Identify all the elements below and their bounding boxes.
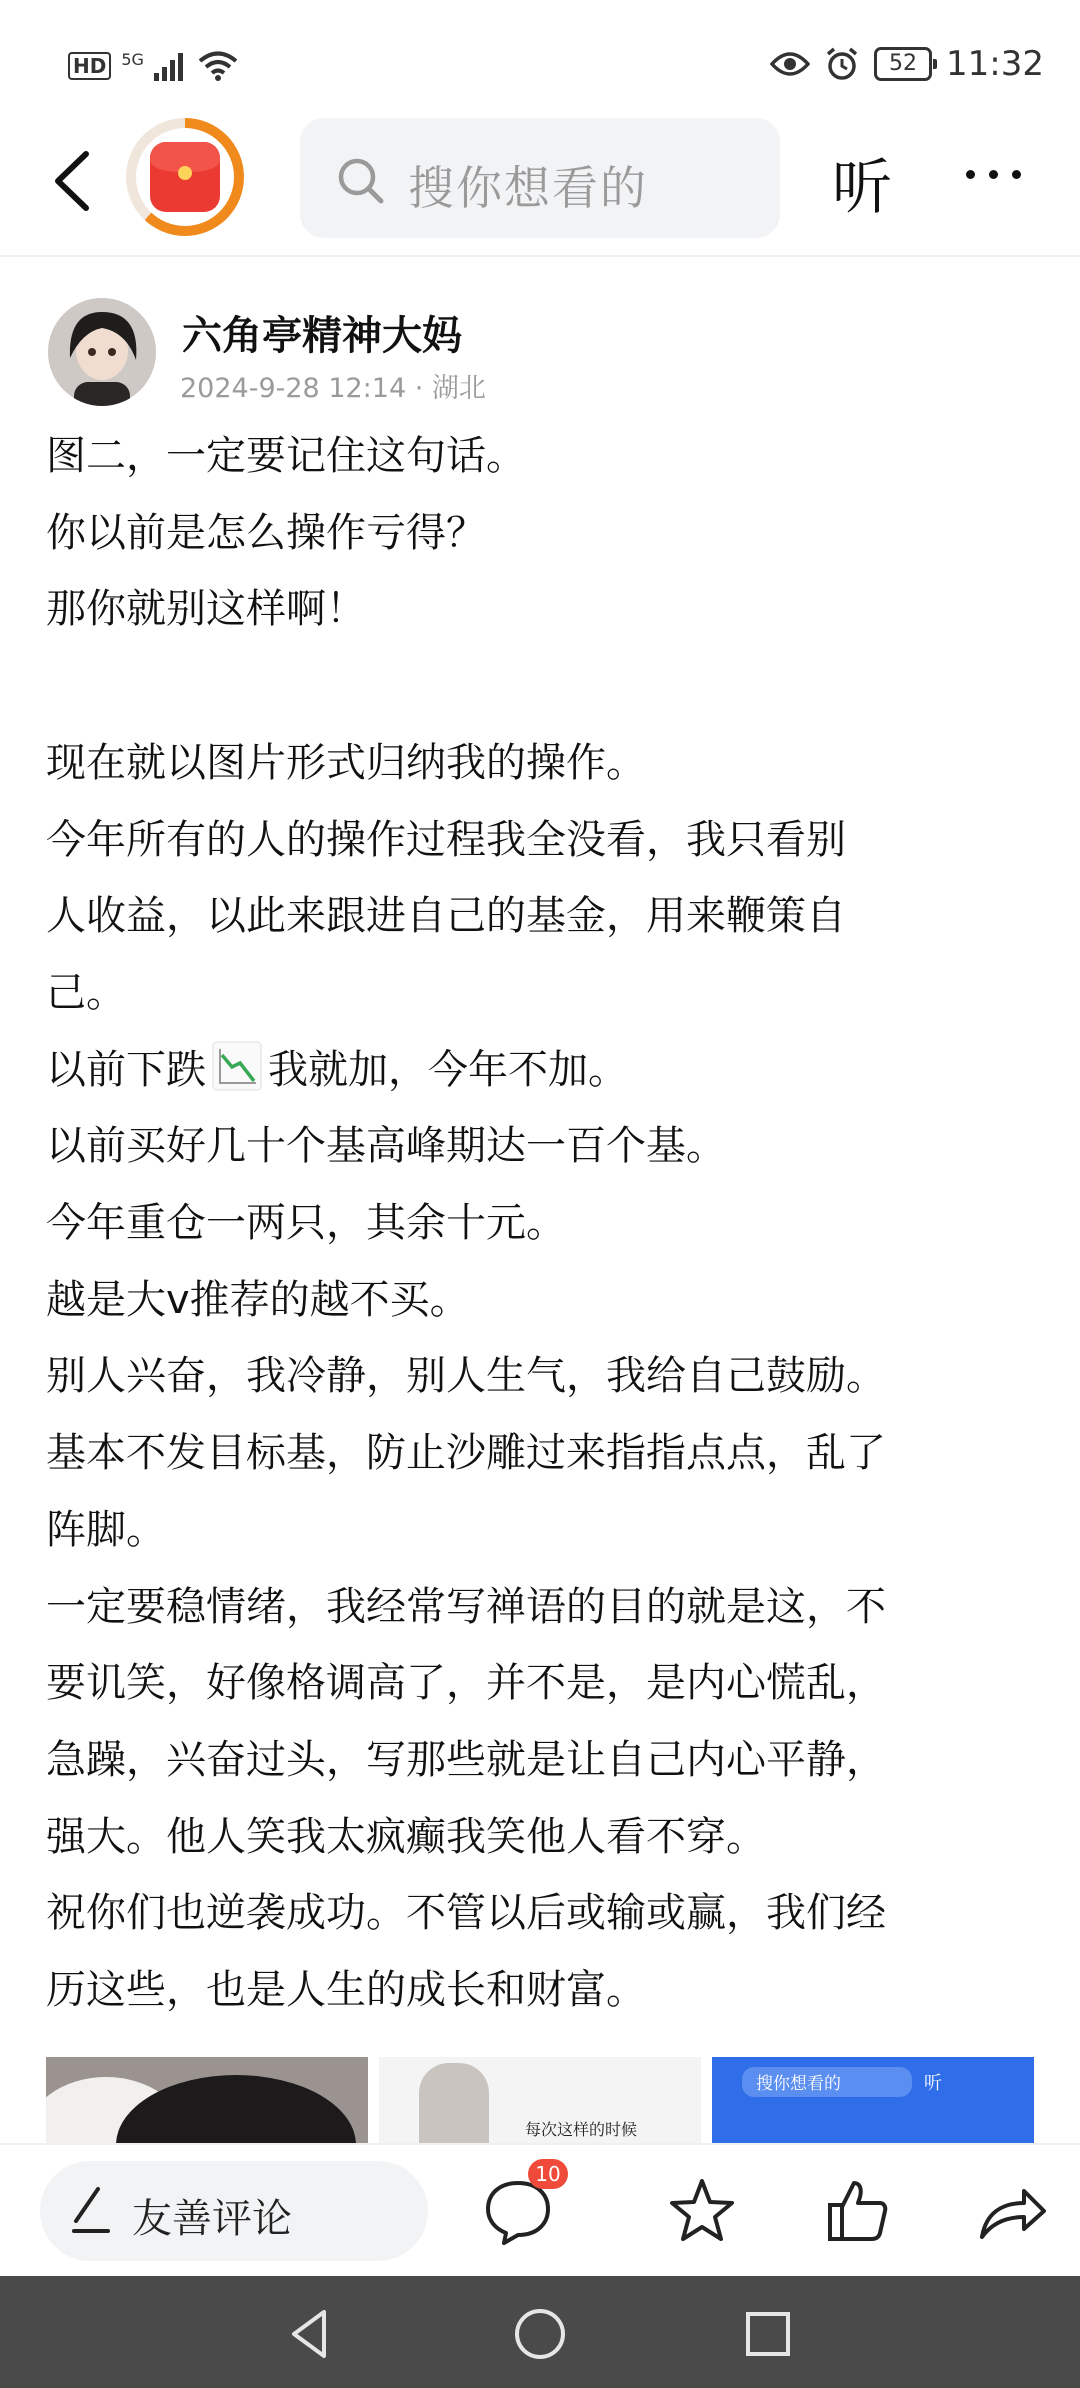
- image-thumbnail-1[interactable]: [46, 2057, 368, 2143]
- nav-back-button[interactable]: [280, 2304, 340, 2364]
- body-line: 以前买好几十个基高峰期达一百个基。: [46, 1123, 726, 1170]
- image-thumbnail-2[interactable]: [379, 2057, 701, 2143]
- nav-back-icon: [280, 2304, 340, 2364]
- signal-label: 5G: [121, 49, 144, 69]
- body-line: 别人兴奋，我冷静，别人生气，我给自己鼓励。: [46, 1353, 886, 1400]
- thumbnail-listen-text: 听: [924, 2073, 942, 2094]
- thumbnail-caption: 每次这样的时候: [525, 2120, 638, 2139]
- body-line: 己。: [46, 969, 126, 1016]
- search-placeholder: 搜你想看的: [408, 161, 648, 215]
- back-button[interactable]: [46, 146, 106, 216]
- body-blank-line: [46, 648, 1046, 725]
- like-button[interactable]: [818, 2171, 898, 2251]
- body-line: 图二，一定要记住这句话。: [46, 433, 526, 479]
- body-line: 急躁，兴奋过头，写那些就是让自己内心平静，: [46, 1736, 886, 1783]
- post-body: [46, 418, 1046, 2029]
- eye-icon: [770, 50, 810, 78]
- thumbnail-search-text: 搜你想看的: [756, 2074, 841, 2094]
- alarm-icon: [824, 46, 860, 82]
- body-line: 阵脚。: [46, 1506, 166, 1553]
- body-line: 人收益，以此来跟进自己的基金，用来鞭策自: [46, 893, 846, 940]
- share-icon: [972, 2171, 1052, 2251]
- signal-icon: [154, 51, 188, 81]
- comment-placeholder: 友善评论: [132, 2196, 292, 2242]
- author-name[interactable]: 六角亭精神大妈: [182, 313, 462, 359]
- body-line-with-emoji: [46, 1032, 1046, 1109]
- body-line: 要讥笑，好像格调高了，并不是，是内心慌乱，: [46, 1660, 886, 1707]
- top-nav-bar: [0, 110, 1080, 257]
- more-button[interactable]: [966, 170, 1021, 179]
- favorite-button[interactable]: [662, 2171, 742, 2251]
- body-line: 强大。他人笑我太疯癫我笑他人看不穿。: [46, 1813, 766, 1860]
- status-left: [68, 46, 238, 86]
- star-icon: [662, 2171, 742, 2251]
- wifi-icon: [198, 50, 238, 82]
- body-line: 一定要稳情绪，我经常写禅语的目的就是这，不: [46, 1583, 886, 1630]
- body-line-tail: 我就加，今年不加。: [268, 1046, 628, 1093]
- body-line: 祝你们也逆袭成功。不管以后或输或赢，我们经: [46, 1890, 886, 1937]
- body-line: 今年所有的人的操作过程我全没看，我只看别: [46, 816, 846, 863]
- comment-input[interactable]: [40, 2161, 428, 2261]
- red-packet-button[interactable]: [126, 118, 244, 236]
- like-icon: [818, 2171, 898, 2251]
- image-thumbnail-3[interactable]: [712, 2057, 1034, 2143]
- search-icon: [336, 156, 386, 206]
- chart-down-emoji: [212, 1041, 262, 1091]
- nav-home-icon: [510, 2304, 570, 2364]
- post-meta: 2024-9-28 12:14 · 湖北: [180, 373, 486, 404]
- comment-count-badge: 10: [528, 2159, 568, 2189]
- status-bar: [0, 0, 1080, 120]
- status-time: 11:32: [946, 44, 1044, 84]
- share-button[interactable]: [972, 2171, 1052, 2251]
- listen-button[interactable]: 听: [832, 153, 892, 223]
- body-line: 越是大v推荐的越不买。: [46, 1276, 470, 1323]
- body-line-head: 以前下跌: [46, 1046, 206, 1093]
- system-nav-bar: [0, 2276, 1080, 2388]
- nav-recent-icon: [738, 2304, 798, 2364]
- avatar[interactable]: [48, 298, 156, 406]
- nav-recent-button[interactable]: [738, 2304, 798, 2364]
- body-line: 那你就别这样啊！: [46, 586, 366, 633]
- body-line: 现在就以图片形式归纳我的操作。: [46, 739, 646, 786]
- back-icon: [46, 146, 106, 216]
- search-bar[interactable]: [300, 118, 780, 238]
- body-line: 今年重仓一两只，其余十元。: [46, 1200, 566, 1247]
- bottom-action-bar: [0, 2143, 1080, 2277]
- hd-label: HD: [68, 52, 111, 80]
- body-line: 历这些，也是人生的成长和财富。: [46, 1967, 646, 2014]
- body-line: 基本不发目标基，防止沙雕过来指指点点，乱了: [46, 1430, 886, 1477]
- body-line: 你以前是怎么操作亏得？: [46, 509, 486, 556]
- more-icon: [966, 170, 975, 179]
- nav-home-button[interactable]: [510, 2304, 570, 2364]
- pen-icon: [68, 2185, 114, 2237]
- battery-indicator: 52: [874, 47, 932, 81]
- image-gallery: [46, 2057, 1034, 2143]
- status-right: [770, 40, 1044, 88]
